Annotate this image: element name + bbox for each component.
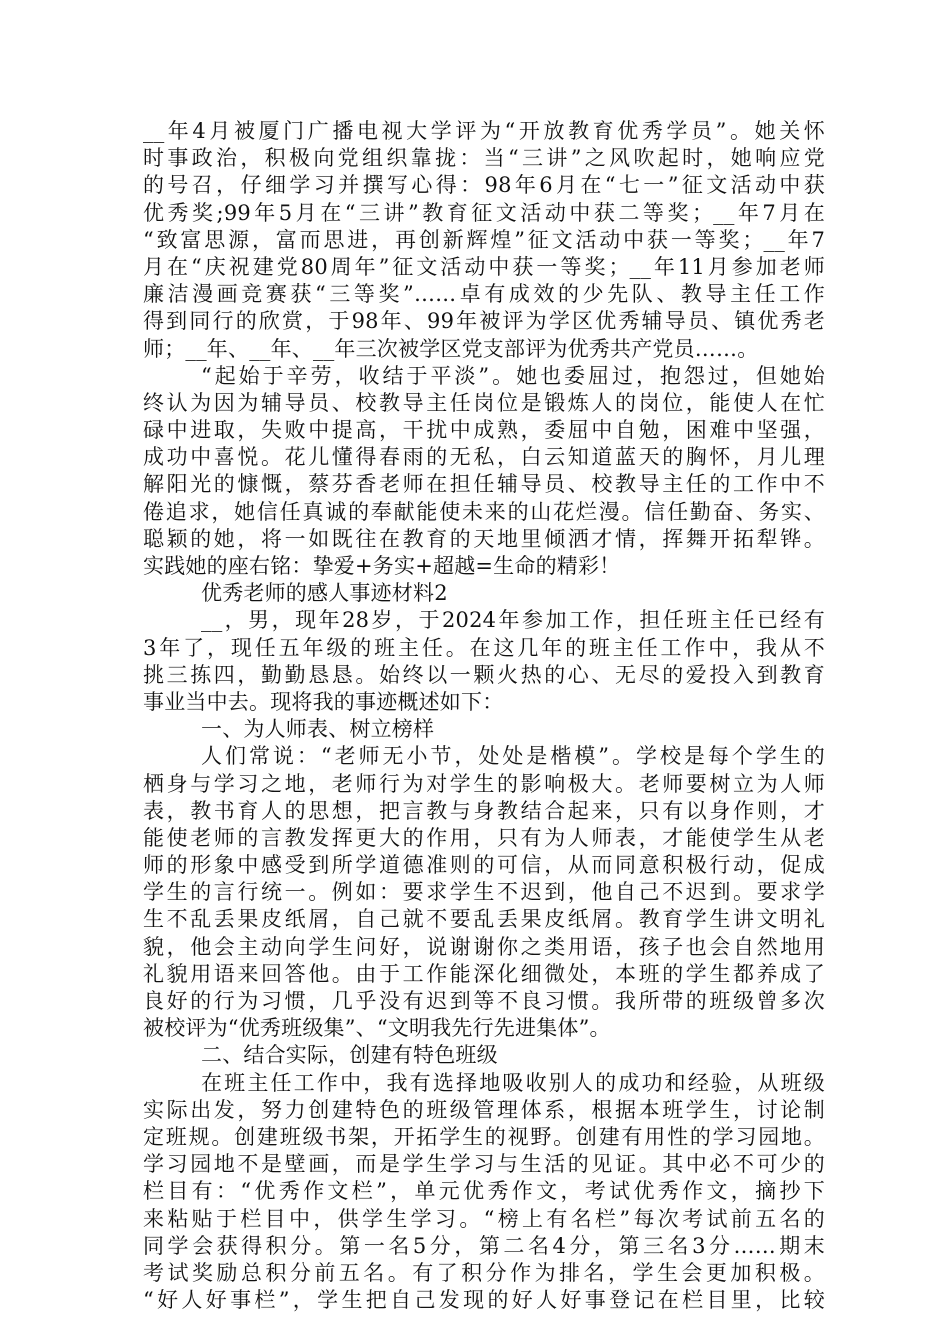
text-line: 成功中喜悦。花儿懂得春雨的无私，白云知道蓝天的胸怀，月儿理 bbox=[143, 445, 825, 470]
text-line: 碌中进取，失败中提高，干扰中成熟，委屈中自勉，困难中坚强， bbox=[143, 418, 825, 443]
text-line: 优秀奖;99年5月在“三讲”教育征文活动中获二等奖；__年7月在 bbox=[143, 200, 825, 225]
text-line: 人们常说：“老师无小节，处处是楷模”。学校是每个学生的 bbox=[201, 744, 825, 769]
text-line: 学习园地不是壁画，而是学生学习与生活的见证。其中必不可少的 bbox=[143, 1152, 825, 1177]
text-line: 优秀老师的感人事迹材料2 bbox=[201, 581, 448, 606]
text-line: “好人好事栏”，学生把自己发现的好人好事登记在栏目里，比较 bbox=[143, 1288, 825, 1313]
text-line: 被校评为“优秀班级集”、“文明我先行先进集体”。 bbox=[143, 1016, 611, 1041]
text-line: 栏目有：“优秀作文栏”，单元优秀作文，考试优秀作文，摘抄下 bbox=[143, 1179, 825, 1204]
text-line: 能使老师的言教发挥更大的作用，只有为人师表，才能使学生从老 bbox=[143, 825, 825, 850]
text-line: __，男，现年28岁，于2024年参加工作，担任班主任已经有 bbox=[201, 608, 825, 633]
text-line: 时事政治，积极向党组织靠拢：当“三讲”之风吹起时，她响应党 bbox=[143, 146, 825, 171]
text-line: 实际出发，努力创建特色的班级管理体系，根据本班学生，讨论制 bbox=[143, 1097, 825, 1122]
text-line: 师的形象中感受到所学道德准则的可信，从而同意积极行动，促成 bbox=[143, 853, 825, 878]
text-line: 同学会获得积分。第一名5分，第二名4分，第三名3分……期末 bbox=[143, 1233, 825, 1258]
text-line: 倦追求，她信任真诚的奉献能使未来的山花烂漫。信任勤奋、务实、 bbox=[143, 499, 825, 524]
text-line: 貌，他会主动向学生问好，说谢谢你之类用语，孩子也会自然地用 bbox=[143, 934, 825, 959]
text-line: 实践她的座右铭：挚爱+务实+超越=生命的精彩！ bbox=[143, 554, 621, 578]
text-line: 在班主任工作中，我有选择地吸收别人的成功和经验，从班级 bbox=[201, 1070, 825, 1095]
text-line: __年4月被厦门广播电视大学评为“开放教育优秀学员”。她关怀 bbox=[143, 119, 825, 143]
text-line: 事业当中去。现将我的事迹概述如下： bbox=[143, 689, 504, 714]
text-line: 生不乱丢果皮纸屑，自己就不要乱丢果皮纸屑。教育学生讲文明礼 bbox=[143, 907, 825, 932]
text-line: 学生的言行统一。例如：要求学生不迟到，他自己不迟到。要求学 bbox=[143, 880, 825, 905]
text-line: 解阳光的慷慨，蔡芬香老师在担任辅导员、校教导主任的工作中不 bbox=[143, 472, 825, 497]
text-line: 挑三拣四，勤勤恳恳。始终以一颗火热的心、无尽的爱投入到教育 bbox=[143, 662, 825, 687]
text-line: 礼貌用语来回答他。由于工作能深化细微处，本班的学生都养成了 bbox=[143, 961, 825, 986]
text-line: 3年了，现任五年级的班主任。在这几年的班主任工作中，我从不 bbox=[143, 635, 825, 660]
text-line: 表，教书育人的思想，把言教与身教结合起来，只有以身作则，才 bbox=[143, 798, 825, 823]
text-line: 良好的行为习惯，几乎没有迟到等不良习惯。我所带的班级曾多次 bbox=[143, 989, 825, 1013]
text-line: 聪颖的她，将一如既往在教育的天地里倾洒才情，挥舞开拓犁铧。 bbox=[143, 526, 825, 551]
text-line: 栖身与学习之地，老师行为对学生的影响极大。老师要树立为人师 bbox=[143, 771, 825, 796]
document-page bbox=[143, 118, 825, 1314]
text-line: 终认为因为辅导员、校教导主任岗位是锻炼人的岗位，能使人在忙 bbox=[143, 390, 825, 415]
text-line: 月在“庆祝建党80周年”征文活动中获一等奖；__年11月参加老师 bbox=[143, 254, 825, 279]
text-line: 得到同行的欣赏，于98年、99年被评为学区优秀辅导员、镇优秀老 bbox=[143, 309, 825, 334]
text-line: 一、为人师表、树立榜样 bbox=[201, 717, 435, 742]
text-line: 定班规。创建班级书架，开拓学生的视野。创建有用性的学习园地。 bbox=[143, 1124, 825, 1149]
text-line: 的号召，仔细学习并撰写心得：98年6月在“七一”征文活动中获 bbox=[143, 173, 825, 198]
text-line: “起始于辛劳，收结于平淡”。她也委屈过，抱怨过，但她始 bbox=[201, 363, 825, 388]
text-line: 二、结合实际，创建有特色班级 bbox=[201, 1043, 498, 1068]
text-line: 考试奖励总积分前五名。有了积分作为排名，学生会更加积极。 bbox=[143, 1260, 825, 1285]
text-line: 来粘贴于栏目中，供学生学习。“榜上有名栏”每次考试前五名的 bbox=[143, 1206, 825, 1231]
text-line: “致富思源，富而思进，再创新辉煌”征文活动中获一等奖；__年7 bbox=[143, 227, 825, 252]
text-line: 师；__年、__年、__年三次被学区党支部评为优秀共产党员……。 bbox=[143, 336, 759, 361]
text-line: 廉洁漫画竞赛获“三等奖”……卓有成效的少先队、教导主任工作 bbox=[143, 282, 825, 307]
